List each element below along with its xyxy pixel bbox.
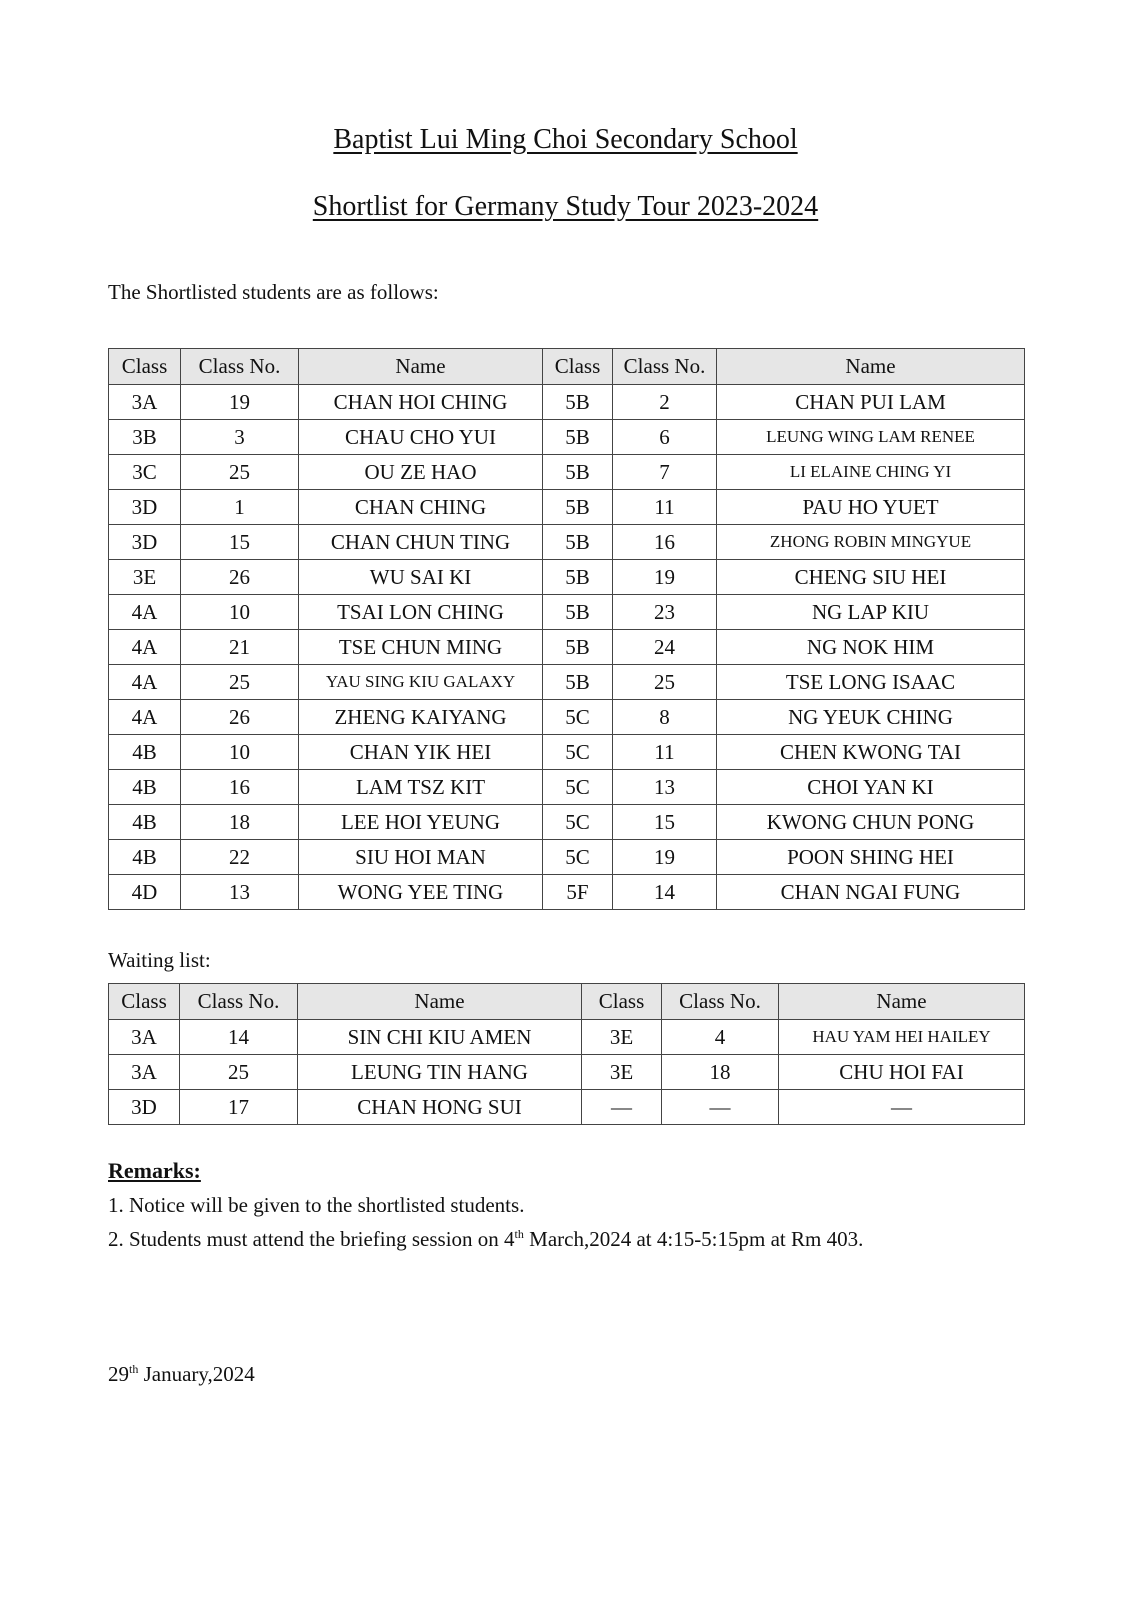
table-row xyxy=(109,455,1025,490)
cell-name: WU SAI KI xyxy=(299,560,543,595)
remark-item-2 xyxy=(108,1227,863,1252)
table-row xyxy=(109,700,1025,735)
cell-class: 5C xyxy=(543,805,613,840)
cell-class-no: 16 xyxy=(613,525,717,560)
cell-class-no: 18 xyxy=(181,805,299,840)
cell-class: 3C xyxy=(109,455,181,490)
cell-name: NG YEUK CHING xyxy=(717,700,1025,735)
cell-class-no: 16 xyxy=(181,770,299,805)
cell-class-no: 25 xyxy=(613,665,717,700)
cell-name: CHAN PUI LAM xyxy=(717,385,1025,420)
cell-class: 5B xyxy=(543,525,613,560)
cell-name: — xyxy=(779,1090,1025,1125)
cell-name: TSAI LON CHING xyxy=(299,595,543,630)
cell-class: 4B xyxy=(109,770,181,805)
cell-name: SIU HOI MAN xyxy=(299,840,543,875)
cell-name: WONG YEE TING xyxy=(299,875,543,910)
table-row xyxy=(109,770,1025,805)
cell-class: 3B xyxy=(109,420,181,455)
cell-class-no: 4 xyxy=(662,1020,779,1055)
document-date xyxy=(108,1362,255,1387)
intro-text: The Shortlisted students are as follows: xyxy=(108,280,439,304)
cell-class-no: 19 xyxy=(613,840,717,875)
cell-class-no: 21 xyxy=(181,630,299,665)
cell-class: 4D xyxy=(109,875,181,910)
table-row xyxy=(109,490,1025,525)
cell-class: 5B xyxy=(543,595,613,630)
cell-name: PAU HO YUET xyxy=(717,490,1025,525)
page-title: Baptist Lui Ming Choi Secondary School xyxy=(333,124,798,155)
cell-class-no: 13 xyxy=(613,770,717,805)
remark-item-2-ordinal: th xyxy=(514,1227,524,1241)
cell-class-no: 26 xyxy=(181,560,299,595)
cell-class: 5B xyxy=(543,560,613,595)
cell-name: TSE CHUN MING xyxy=(299,630,543,665)
cell-name: SIN CHI KIU AMEN xyxy=(298,1020,582,1055)
column-header-class-no: Class No. xyxy=(662,984,779,1020)
date-day: 29 xyxy=(108,1362,129,1386)
cell-class-no: — xyxy=(662,1090,779,1125)
column-header-name: Name xyxy=(779,984,1025,1020)
cell-name: CHAN NGAI FUNG xyxy=(717,875,1025,910)
cell-name: CHAN HOI CHING xyxy=(299,385,543,420)
cell-class-no: 22 xyxy=(181,840,299,875)
cell-class: 4B xyxy=(109,735,181,770)
cell-class: 4B xyxy=(109,805,181,840)
cell-class: 5C xyxy=(543,840,613,875)
cell-class-no: 15 xyxy=(181,525,299,560)
cell-class-no: 2 xyxy=(613,385,717,420)
table-row xyxy=(109,560,1025,595)
table-row xyxy=(109,595,1025,630)
cell-name: LEUNG WING LAM RENEE xyxy=(717,420,1025,455)
column-header-class-no: Class No. xyxy=(181,349,299,385)
cell-class-no: 10 xyxy=(181,735,299,770)
cell-class: 5C xyxy=(543,735,613,770)
cell-name: CHU HOI FAI xyxy=(779,1055,1025,1090)
column-header-class: Class xyxy=(109,349,181,385)
cell-name: LEUNG TIN HANG xyxy=(298,1055,582,1090)
column-header-class: Class xyxy=(582,984,662,1020)
cell-name: LEE HOI YEUNG xyxy=(299,805,543,840)
table-row xyxy=(109,420,1025,455)
cell-name: LAM TSZ KIT xyxy=(299,770,543,805)
cell-class: 3D xyxy=(109,525,181,560)
cell-name: NG LAP KIU xyxy=(717,595,1025,630)
cell-name: ZHONG ROBIN MINGYUE xyxy=(717,525,1025,560)
table-row xyxy=(109,1020,1025,1055)
cell-class-no: 10 xyxy=(181,595,299,630)
table-row xyxy=(109,1090,1025,1125)
cell-class: 3A xyxy=(109,1055,180,1090)
cell-class: 3A xyxy=(109,1020,180,1055)
cell-class-no: 26 xyxy=(181,700,299,735)
cell-name: YAU SING KIU GALAXY xyxy=(299,665,543,700)
shortlist-table xyxy=(108,348,1025,910)
cell-class-no: 24 xyxy=(613,630,717,665)
cell-class: 3D xyxy=(109,1090,180,1125)
cell-name: TSE LONG ISAAC xyxy=(717,665,1025,700)
cell-class: 3E xyxy=(582,1055,662,1090)
cell-name: CHAN CHUN TING xyxy=(299,525,543,560)
column-header-class-no: Class No. xyxy=(613,349,717,385)
cell-class: 4A xyxy=(109,630,181,665)
cell-class: — xyxy=(582,1090,662,1125)
cell-class: 5F xyxy=(543,875,613,910)
cell-class-no: 14 xyxy=(180,1020,298,1055)
cell-class-no: 15 xyxy=(613,805,717,840)
cell-class-no: 25 xyxy=(180,1055,298,1090)
remark-item-2-text: 2. Students must attend the briefing session on 4 xyxy=(108,1227,515,1251)
column-header-class-no: Class No. xyxy=(180,984,298,1020)
remark-item-1: 1. Notice will be given to the shortlisted students. xyxy=(108,1193,525,1217)
cell-class: 4B xyxy=(109,840,181,875)
date-rest: January,2024 xyxy=(138,1362,255,1386)
cell-class: 4A xyxy=(109,700,181,735)
column-header-name: Name xyxy=(717,349,1025,385)
cell-class: 4A xyxy=(109,595,181,630)
cell-class: 5B xyxy=(543,385,613,420)
cell-class-no: 3 xyxy=(181,420,299,455)
cell-name: CHEN KWONG TAI xyxy=(717,735,1025,770)
cell-name: CHENG SIU HEI xyxy=(717,560,1025,595)
cell-name: CHAN CHING xyxy=(299,490,543,525)
cell-name: ZHENG KAIYANG xyxy=(299,700,543,735)
cell-class: 5C xyxy=(543,700,613,735)
cell-class: 4A xyxy=(109,665,181,700)
cell-class: 5C xyxy=(543,770,613,805)
cell-class-no: 23 xyxy=(613,595,717,630)
cell-class-no: 11 xyxy=(613,735,717,770)
table-row xyxy=(109,385,1025,420)
cell-class: 5B xyxy=(543,455,613,490)
cell-class-no: 6 xyxy=(613,420,717,455)
cell-class-no: 1 xyxy=(181,490,299,525)
cell-class-no: 13 xyxy=(181,875,299,910)
cell-class-no: 14 xyxy=(613,875,717,910)
shortlist-header-row xyxy=(109,349,1025,385)
cell-class-no: 17 xyxy=(180,1090,298,1125)
cell-name: HAU YAM HEI HAILEY xyxy=(779,1020,1025,1055)
cell-class: 3E xyxy=(109,560,181,595)
table-row xyxy=(109,630,1025,665)
cell-class-no: 11 xyxy=(613,490,717,525)
cell-name: NG NOK HIM xyxy=(717,630,1025,665)
page-subtitle: Shortlist for Germany Study Tour 2023-2024 xyxy=(312,191,819,222)
cell-name: KWONG CHUN PONG xyxy=(717,805,1025,840)
column-header-name: Name xyxy=(299,349,543,385)
waiting-list-label: Waiting list: xyxy=(108,948,211,972)
column-header-name: Name xyxy=(298,984,582,1020)
table-row xyxy=(109,875,1025,910)
table-row xyxy=(109,735,1025,770)
waiting-header-row xyxy=(109,984,1025,1020)
table-row xyxy=(109,525,1025,560)
cell-name: CHAN YIK HEI xyxy=(299,735,543,770)
cell-name: CHAN HONG SUI xyxy=(298,1090,582,1125)
date-ordinal: th xyxy=(129,1362,139,1376)
remark-item-2-rest: March,2024 at 4:15-5:15pm at Rm 403. xyxy=(523,1227,864,1251)
cell-class: 5B xyxy=(543,665,613,700)
cell-class: 3A xyxy=(109,385,181,420)
cell-class-no: 19 xyxy=(181,385,299,420)
cell-class-no: 18 xyxy=(662,1055,779,1090)
column-header-class: Class xyxy=(543,349,613,385)
table-row xyxy=(109,840,1025,875)
cell-class: 3E xyxy=(582,1020,662,1055)
cell-class: 5B xyxy=(543,420,613,455)
cell-name: LI ELAINE CHING YI xyxy=(717,455,1025,490)
cell-class: 5B xyxy=(543,490,613,525)
table-row xyxy=(109,805,1025,840)
table-row xyxy=(109,665,1025,700)
cell-name: CHAU CHO YUI xyxy=(299,420,543,455)
waiting-list-table xyxy=(108,983,1025,1125)
cell-class-no: 8 xyxy=(613,700,717,735)
column-header-class: Class xyxy=(109,984,180,1020)
remarks-heading: Remarks: xyxy=(108,1158,201,1183)
cell-name: CHOI YAN KI xyxy=(717,770,1025,805)
table-row xyxy=(109,1055,1025,1090)
cell-name: POON SHING HEI xyxy=(717,840,1025,875)
cell-class: 5B xyxy=(543,630,613,665)
cell-class-no: 25 xyxy=(181,665,299,700)
cell-class-no: 25 xyxy=(181,455,299,490)
cell-class-no: 7 xyxy=(613,455,717,490)
cell-class: 3D xyxy=(109,490,181,525)
cell-name: OU ZE HAO xyxy=(299,455,543,490)
cell-class-no: 19 xyxy=(613,560,717,595)
